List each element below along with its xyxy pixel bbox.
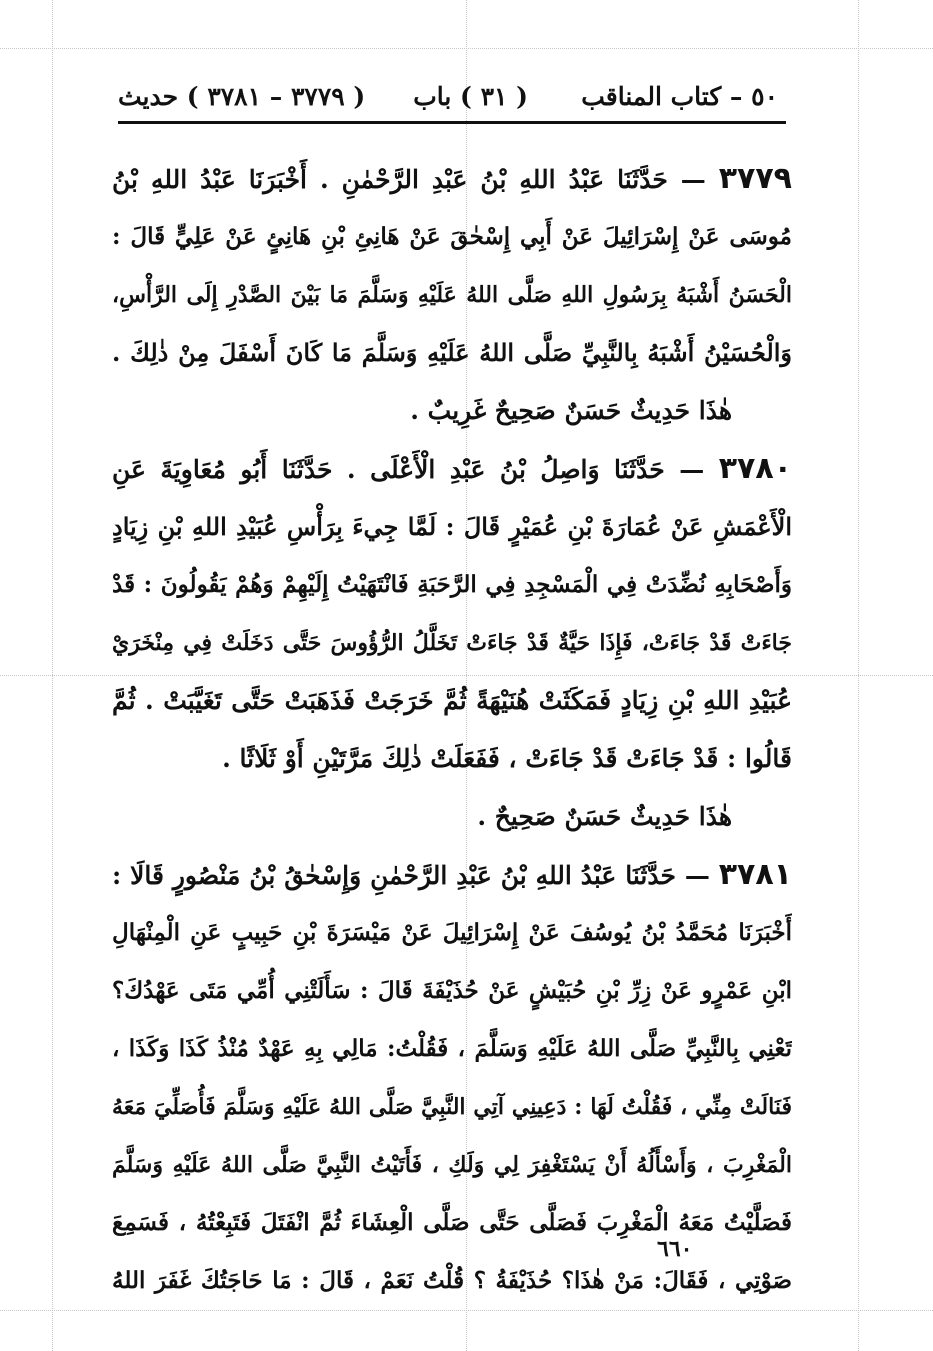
text-line: فَصَلَّيْتُ مَعَهُ الْمَغْرِبَ فَصَلَّى حَتَّى صَلَّى الْعِشَاءَ ثُمَّ انْفَتَلَ فَتَبِعْتُهُ ، فَسَمِعَ (112, 1209, 792, 1236)
text-line (112, 150, 792, 208)
text-line: وَالْحُسَيْنُ أَشْبَهُ بِالنَّبِيِّ صَلَّى اللهُ عَلَيْهِ وَسَلَّمَ مَا كَانَ أَسْفَلَ مِنْ ذٰلِكَ . (112, 338, 792, 367)
text-line: جَاءَتْ قَدْ جَاءَتْ، فَإِذَا حَيَّةٌ قَدْ جَاءَتْ تَخَلَّلُ الرُّؤُوسَ حَتَّى دَخَلَتْ فِي مِنْخَرَيْ (112, 630, 792, 656)
text-line: ابْنِ عَمْرٍو عَنْ زِرِّ بْنِ حُبَيْشٍ عَنْ حُذَيْفَةَ قَالَ : سَأَلَتْنِي أُمِّي مَتَى عَهْدُكَ؟ (112, 977, 792, 1004)
text-line: أَخْبَرَنَا مُحَمَّدُ بْنُ يُوسُفَ عَنْ إِسْرَائِيلَ عَنْ مَيْسَرَةَ بْنِ حَبِيبٍ عَنِ الْمِنْهَالِ (112, 919, 792, 946)
hadith-line: — حَدَّثَنَا عَبْدُ اللهِ بْنُ عَبْدِ الرَّحْمٰنِ وَإِسْحٰقُ بْنُ مَنْصُورٍ قَالَا : (112, 861, 710, 890)
header-rule (118, 121, 786, 124)
text-line: تَعْنِي بِالنَّبِيِّ صَلَّى اللهُ عَلَيْهِ وَسَلَّمَ ، فَقُلْتُ: مَالِي بِهِ عَهْدٌ مُنْذُ كَذَا وَكَذَا ، (112, 1035, 792, 1062)
hadith-line: — حَدَّثَنَا وَاصِلُ بْنُ عَبْدِ الْأَعْلَى . حَدَّثَنَا أَبُو مُعَاوِيَةَ عَنِ (112, 455, 705, 484)
text-line (112, 846, 792, 904)
text-line: فَنَالَتْ مِنِّي ، فَقُلْتُ لَهَا : دَعِينِي آتِي النَّبِيَّ صَلَّى اللهُ عَلَيْهِ وَسَلَّمَ فَأُصَلِّيَ مَعَهُ (112, 1094, 792, 1120)
header-chapter: ( ٣١ ) باب (413, 82, 528, 111)
hadith-grade: هٰذَا حَدِيثٌ حَسَنٌ صَحِيحٌ غَرِيبٌ . (410, 396, 732, 425)
hadith-number: ٣٧٨١ (718, 857, 792, 892)
text-line: الْأَعْمَشِ عَنْ عُمَارَةَ بْنِ عُمَيْرٍ قَالَ : لَمَّا جِيءَ بِرَأْسِ عُبَيْدِ اللهِ بْنِ زِيَادٍ (112, 512, 792, 541)
header-book-title: ٥٠ – كتاب المناقب (581, 82, 778, 111)
text-line: قَالُوا : قَدْ جَاءَتْ قَدْ جَاءَتْ ، فَفَعَلَتْ ذٰلِكَ مَرَّتَيْنِ أَوْ ثَلَاثًا . (222, 744, 792, 773)
text-line: مُوسَى عَنْ إِسْرَائِيلَ عَنْ أَبِي إِسْحٰقَ عَنْ هَانِئِ بْنِ هَانِئٍ عَنْ عَلِيٍّ قَالَ : (112, 223, 792, 250)
hadith-number: ٣٧٧٩ (718, 161, 792, 196)
running-header (118, 78, 778, 118)
text-line (112, 440, 792, 498)
text-line: عُبَيْدِ اللهِ بْنِ زِيَادٍ فَمَكَثَتْ هُنَيْهَةً ثُمَّ خَرَجَتْ فَذَهَبَتْ حَتَّى تَغَيَّبَتْ . ثُمَّ (112, 686, 792, 715)
hadith-text (112, 150, 792, 1310)
hadith-number: ٣٧٨٠ (718, 451, 792, 486)
scan-guide-line (0, 48, 933, 49)
hadith-line: — حَدَّثَنَا عَبْدُ اللهِ بْنُ عَبْدِ الرَّحْمٰنِ . أَخْبَرَنَا عَبْدُ اللهِ بْنُ (112, 165, 706, 194)
header-hadith-range: ( ٣٧٧٩ – ٣٧٨١ ) حديث (118, 82, 366, 111)
scan-guide-line (0, 1310, 933, 1311)
text-line: صَوْتِي ، فَقَالَ: مَنْ هٰذَا؟ حُذَيْفَةُ ؟ قُلْتُ نَعَمْ ، قَالَ : مَا حَاجَتُكَ غَفَرَ اللهُ (112, 1267, 792, 1294)
hadith-grade: هٰذَا حَدِيثٌ حَسَنٌ صَحِيحٌ . (477, 802, 732, 831)
text-line: وَأَصْحَابِهِ نُضِّدَتْ فِي الْمَسْجِدِ فِي الرَّحَبَةِ فَانْتَهَيْتُ إِلَيْهِمْ وَهُمْ يَقُولُونَ : قَدْ (112, 571, 792, 598)
text-line: الْحَسَنُ أَشْبَهُ بِرَسُولِ اللهِ صَلَّى اللهُ عَلَيْهِ وَسَلَّمَ مَا بَيْنَ الصَّدْرِ إِلَى الرَّأْسِ، (112, 282, 792, 308)
text-line: الْمَغْرِبَ ، وَأَسْأَلُهُ أَنْ يَسْتَغْفِرَ لِي وَلَكِ ، فَأَتَيْتُ النَّبِيَّ صَلَّى اللهُ عَلَيْهِ وَسَلَّمَ (112, 1152, 792, 1178)
page-number: ٦٦٠ (657, 1236, 693, 1262)
